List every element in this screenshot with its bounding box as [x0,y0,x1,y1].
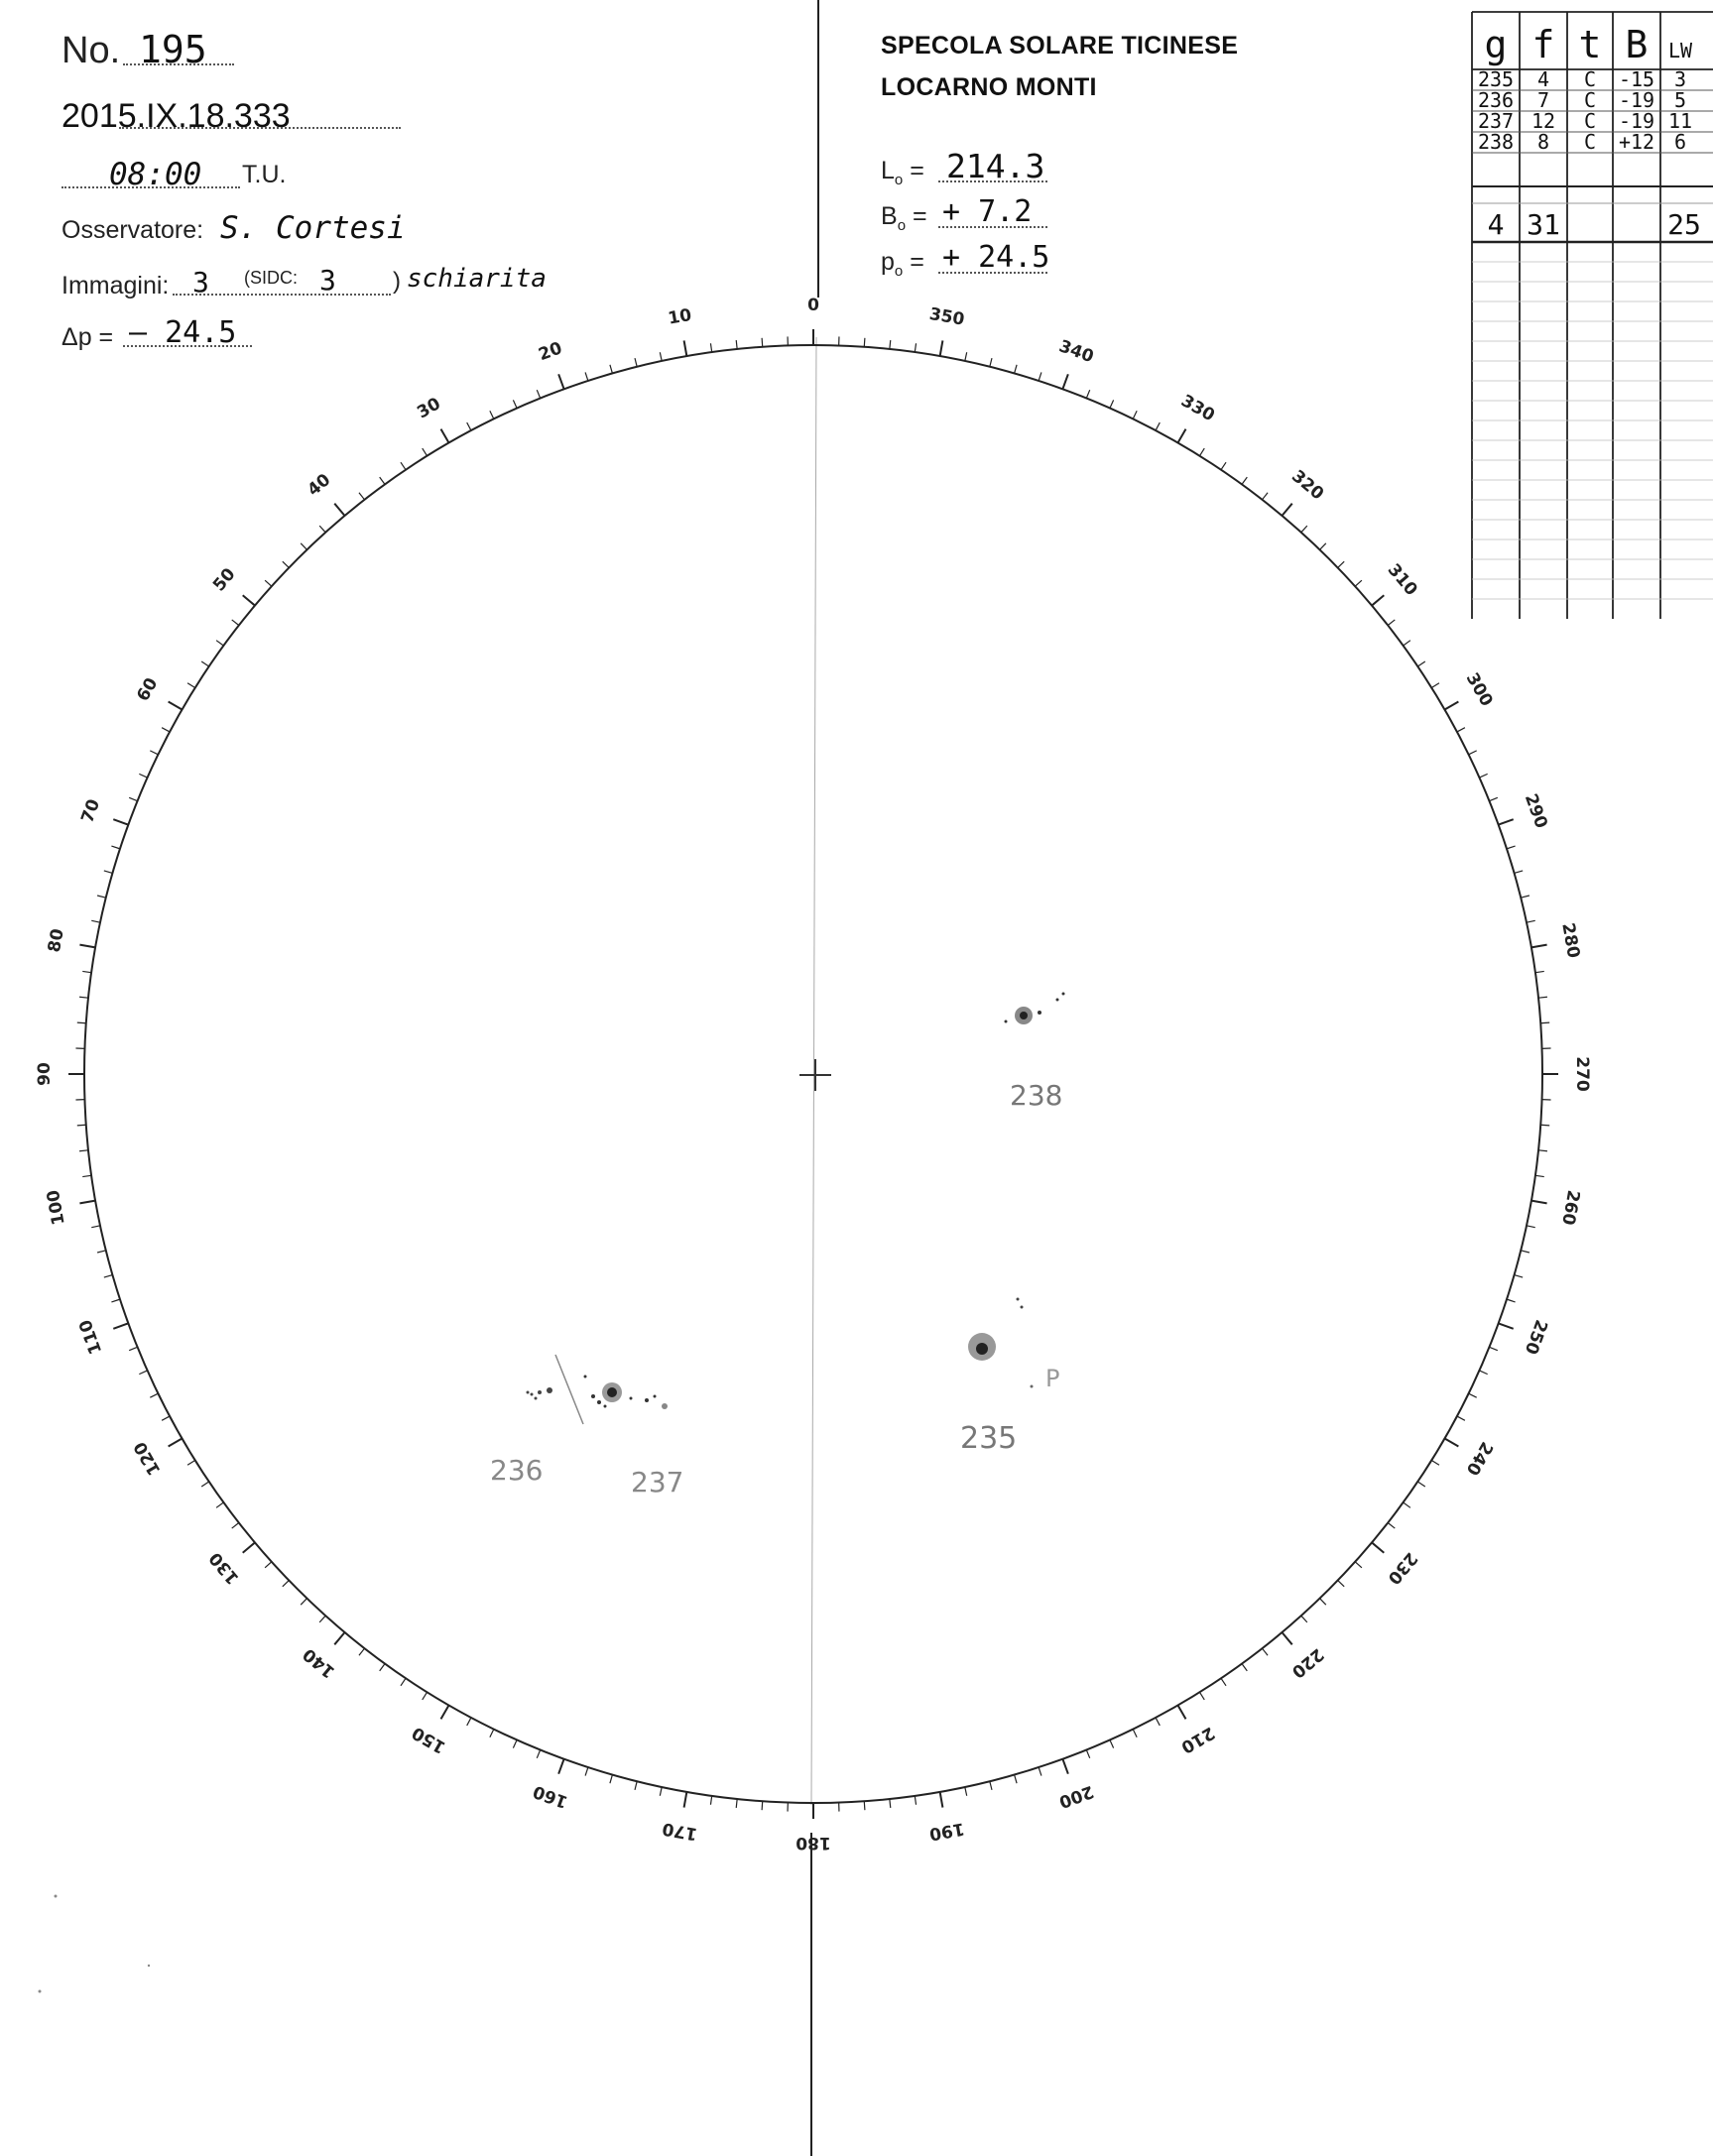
limb-scale-label-40: 40 [304,470,335,501]
table-cell-f: 8 [1536,130,1550,154]
limb-scale-label-310: 310 [1383,559,1421,600]
limb-tick [1538,997,1547,998]
sunspot-pore [531,1393,534,1396]
limb-scale-label-320: 320 [1287,466,1328,505]
limb-tick [537,390,540,398]
limb-tick [187,683,195,688]
limb-tick [1527,1226,1535,1228]
limb-tick [97,896,106,898]
limb-tick [558,374,563,389]
limb-tick [558,1759,563,1774]
limb-tick [169,1439,183,1447]
limb-tick [710,1796,711,1805]
sunspot-pore [1021,1306,1024,1309]
limb-scale-label-170: 170 [661,1818,699,1845]
limb-tick [82,1175,91,1176]
limb-scale-label-300: 300 [1461,669,1497,710]
limb-tick [965,352,967,361]
limb-tick [1417,1482,1424,1487]
delta-p-value: – 24.5 [129,315,237,350]
limb-scale-label-0: 0 [807,296,819,315]
limb-tick [1263,493,1269,500]
limb-tick [441,429,449,443]
limb-scale-label-220: 220 [1287,1643,1328,1682]
limb-tick [1338,1581,1344,1587]
limb-tick [710,343,711,352]
limb-tick [79,1150,88,1151]
table-header-t: t [1578,23,1602,66]
table-cell-b: -15 [1618,67,1655,91]
l0-label: $L_o$ = [881,157,924,188]
limb-tick [684,340,687,356]
limb-tick [1489,797,1497,800]
b0-value: + 7.2 [942,194,1033,229]
limb-tick [1156,422,1160,430]
limb-tick [513,400,517,408]
limb-tick [1445,1439,1459,1447]
observatory-name: SPECOLA SOLARE TICINESE [881,32,1239,60]
sunspot-pore [1038,1011,1041,1015]
table-header-f: f [1531,23,1555,66]
sunspot-umbra [976,1343,988,1355]
group-label-235: 235 [960,1421,1018,1456]
p0-value: + 24.5 [942,240,1050,275]
limb-tick [283,1581,289,1587]
limb-tick [1469,751,1477,755]
table-cell-lw: 11 [1667,109,1693,133]
sunspot-pore [597,1400,601,1404]
limb-tick [77,1022,86,1023]
limb-tick [1538,1150,1547,1151]
limb-scale-label-180: 180 [795,1833,831,1853]
limb-tick [232,620,239,626]
limb-tick [111,846,120,849]
sunspot-pore [1062,993,1065,996]
group-separator-line [555,1355,583,1424]
table-total-g: 4 [1487,208,1505,241]
limb-tick [201,1482,208,1487]
limb-tick [513,1739,517,1747]
limb-tick [1372,595,1384,605]
table-cell-t: C [1583,109,1597,133]
limb-tick [82,971,91,972]
limb-tick [684,1792,687,1808]
table-total-f: 31 [1527,208,1560,241]
group-label-238: 238 [1010,1079,1063,1112]
limb-tick [1282,504,1291,516]
group-table-values [1478,23,1701,241]
limb-tick [940,1792,943,1808]
limb-tick [79,945,95,948]
limb-tick [1301,526,1307,533]
limb-scale-label-110: 110 [75,1316,107,1358]
limb-tick [423,448,428,456]
table-cell-lw: 3 [1673,67,1687,91]
table-cell-g: 236 [1477,88,1515,112]
sunspot-pore [1056,999,1059,1002]
limb-tick [1086,1749,1089,1757]
limb-tick [1404,1502,1410,1507]
observer-label: Osservatore: [61,216,204,244]
limb-tick [635,358,637,367]
table-cell-f: 7 [1536,88,1550,112]
limb-tick [162,728,170,732]
sidc-value: 3 [319,264,336,297]
delta-p-label: Δp = [61,323,114,351]
table-cell-b: +12 [1618,130,1655,154]
margin-mark [39,1990,42,1993]
limb-tick [1039,1767,1041,1776]
limb-tick [1431,1460,1439,1465]
sunspot-pore [645,1398,649,1402]
drawing-number-value: 195 [139,28,207,71]
limb-tick [77,1125,86,1126]
limb-tick [1540,1125,1549,1126]
limb-tick [150,1393,158,1397]
observation-time: 08:00 [109,157,202,192]
limb-tick [1469,1393,1477,1397]
limb-scale-label-20: 20 [536,338,565,366]
limb-scale-label-260: 260 [1557,1188,1584,1227]
limb-tick [319,1616,325,1622]
sunspot-umbra [607,1387,617,1397]
limb-tick [762,338,763,347]
limb-tick [1301,1616,1307,1622]
limb-tick [97,1251,106,1253]
limb-tick [1507,846,1516,849]
sunspot-pore [662,1403,668,1409]
limb-scale-label-10: 10 [667,304,693,329]
table-cell-t: C [1583,67,1597,91]
limb-tick [1199,448,1204,456]
limb-scale-label-330: 330 [1177,391,1218,426]
margin-mark [55,1895,58,1898]
limb-scale-label-140: 140 [299,1643,339,1682]
limb-scale-label-80: 80 [44,927,68,954]
sunspot-pore [1031,1385,1034,1388]
limb-tick [915,1796,916,1805]
limb-scale-label-130: 130 [205,1548,244,1589]
limb-tick [1507,1299,1516,1302]
sidc-label: (SIDC: [244,268,298,288]
limb-scale-label-240: 240 [1461,1438,1497,1479]
limb-tick [585,1767,588,1776]
limb-tick [1457,728,1465,732]
limb-tick [1457,1416,1465,1420]
limb-tick [201,661,208,666]
limb-tick [113,819,128,824]
limb-tick [1479,774,1487,778]
limb-tick [265,580,272,586]
limb-tick [736,340,737,349]
limb-tick [232,1523,239,1529]
limb-scale-label-280: 280 [1557,921,1584,960]
table-cell-lw: 5 [1673,88,1687,112]
limb-tick [301,543,306,549]
limb-tick [243,595,255,605]
limb-scale-label-90: 90 [35,1062,55,1086]
limb-tick [635,1781,637,1790]
limb-tick [380,477,385,484]
limb-tick [301,1599,306,1605]
table-cell-f: 4 [1536,67,1550,91]
sunspot-group-235 [960,1298,1059,1457]
images-label: Immagini: [61,272,170,299]
limb-tick [1242,1664,1247,1671]
limb-tick [1531,945,1547,948]
limb-tick [1540,1022,1549,1023]
limb-tick [1015,365,1017,374]
limb-tick [1221,462,1226,469]
limb-tick [610,365,612,374]
limb-tick [490,411,494,419]
limb-tick [890,340,891,349]
limb-tick [265,1562,272,1568]
sunspot-pore [1017,1298,1020,1301]
limb-tick [1404,641,1410,646]
limb-tick [243,1542,255,1552]
limb-scale-label-160: 160 [530,1780,571,1812]
limb-tick [1499,1323,1514,1328]
limb-tick [441,1706,449,1720]
group-label-236: 236 [490,1454,544,1487]
limb-scale-label-190: 190 [927,1818,966,1845]
limb-tick [1479,1371,1487,1375]
table-cell-b: -19 [1618,88,1655,112]
limb-scale-label-100: 100 [43,1188,69,1227]
margin-mark [148,1965,150,1967]
limb-tick [537,1749,540,1757]
limb-scale-label-270: 270 [1572,1056,1592,1092]
limb-tick [1499,819,1514,824]
limb-tick [187,1460,195,1465]
limb-tick [79,997,88,998]
p0-label: $p_o$ = [881,248,924,280]
table-cell-b: -19 [1618,109,1655,133]
table-header-b: B [1625,23,1649,66]
sunspot-group-237 [584,1376,684,1499]
sunspot-pore [654,1395,657,1398]
limb-tick [890,1799,891,1808]
limb-tick [585,372,588,381]
table-cell-f: 12 [1530,109,1556,133]
limb-tick [423,1692,428,1700]
limb-tick [990,358,992,367]
limb-tick [129,797,137,800]
limb-tick [1388,1523,1395,1529]
limb-tick [1062,374,1067,389]
limb-scale-label-200: 200 [1055,1780,1097,1812]
limb-tick [401,1678,406,1685]
limb-tick [216,1502,223,1507]
limb-tick [111,1299,120,1302]
limb-tick [359,1648,365,1655]
limb-tick [113,1323,128,1328]
sunspot-pore [591,1394,595,1398]
limb-scale-label-70: 70 [77,796,105,826]
limb-tick [1489,1347,1497,1350]
sunspot-pore [547,1387,552,1393]
limb-tick [1178,1706,1186,1720]
limb-tick [1110,400,1114,408]
limb-tick [1282,1632,1291,1644]
limb-tick [1156,1718,1160,1726]
sky-condition: schiarita [407,264,547,294]
limb-tick [1338,561,1344,567]
sunspot-group-236 [490,1387,552,1487]
limb-tick [401,462,406,469]
limb-tick [864,338,865,347]
limb-tick [1178,429,1186,443]
limb-tick [1320,1599,1326,1605]
sunspot-pore [535,1397,538,1400]
limb-tick [334,1632,344,1644]
table-cell-g: 238 [1477,130,1515,154]
limb-tick [1527,920,1535,922]
limb-tick [319,526,325,533]
sunspot-umbra [1020,1012,1028,1019]
limb-tick [283,561,289,567]
images-value: 3 [192,266,209,299]
limb-tick [334,504,344,516]
limb-scale-label-120: 120 [130,1438,166,1479]
limb-tick [1431,683,1439,688]
limb-tick [1242,477,1247,484]
limb-tick [660,1787,662,1796]
limb-tick [1388,620,1395,626]
limb-tick [1355,580,1362,586]
limb-tick [915,343,916,352]
limb-tick [1445,702,1459,710]
sidc-close: ) [393,268,401,295]
limb-tick [490,1730,494,1737]
limb-tick [1086,390,1089,398]
limb-tick [139,774,147,778]
limb-tick [380,1664,385,1671]
limb-tick [1417,661,1424,666]
limb-tick [990,1781,992,1790]
limb-tick [169,702,183,710]
sunspot-pore [630,1397,633,1400]
limb-tick [79,1201,95,1204]
limb-tick [1133,411,1137,419]
table-cell-t: C [1583,130,1597,154]
sunspot-pore [1005,1020,1008,1023]
sunspot-pore [604,1405,607,1408]
table-cell-t: C [1583,88,1597,112]
limb-tick [1015,1775,1017,1784]
limb-tick [467,1718,471,1726]
sunspot-pore [584,1376,587,1378]
limb-scale-label-30: 30 [414,394,444,423]
limb-tick [1521,896,1529,898]
limb-scale-label-210: 210 [1177,1722,1218,1757]
limb-tick [864,1801,865,1810]
limb-tick [139,1371,147,1375]
limb-tick [129,1347,137,1350]
table-total-lw: 25 [1667,208,1701,241]
l0-value: 214.3 [946,147,1045,185]
limb-scale-label-150: 150 [409,1722,449,1757]
time-unit: T.U. [242,161,287,188]
limb-scale-label-290: 290 [1520,790,1551,832]
table-cell-g: 235 [1477,67,1515,91]
observer-name: S. Cortesi [220,210,406,246]
limb-tick [216,641,223,646]
limb-tick [150,751,158,755]
group-label-237: 237 [631,1466,684,1498]
observation-date: 2015.IX.18.333 [61,97,291,135]
limb-tick [1221,1678,1226,1685]
limb-tick [1355,1562,1362,1568]
limb-tick [91,1226,100,1228]
limb-tick [1372,1542,1384,1552]
table-cell-g: 237 [1477,109,1515,133]
limb-tick [762,1801,763,1810]
limb-tick [940,340,943,356]
limb-tick [1263,1648,1269,1655]
limb-tick [1515,871,1524,873]
sunspot-pore [538,1390,542,1394]
limb-scale-label-340: 340 [1055,336,1097,368]
limb-tick [965,1787,967,1796]
limb-tick [1531,1201,1547,1204]
limb-tick [1039,372,1041,381]
limb-tick [1521,1251,1529,1253]
limb-tick [162,1416,170,1420]
limb-tick [104,871,113,873]
limb-scale-label-50: 50 [209,564,240,596]
number-label: No. [61,30,121,71]
limb-tick [1110,1739,1114,1747]
limb-tick [610,1775,612,1784]
limb-tick [467,422,471,430]
group-marker-p: P [1045,1365,1060,1392]
limb-scale-label-250: 250 [1520,1316,1551,1358]
limb-tick [1515,1275,1524,1277]
limb-tick [1199,1692,1204,1700]
limb-tick [1320,543,1326,549]
limb-tick [104,1275,113,1277]
limb-scale-label-60: 60 [133,674,163,705]
limb-tick [91,920,100,922]
limb-scale-label-230: 230 [1383,1548,1421,1589]
limb-tick [1133,1730,1137,1737]
limb-tick [1062,1759,1067,1774]
b0-label: $B_o$ = [881,202,927,234]
limb-tick [736,1799,737,1808]
table-header-lw: LW [1668,39,1693,62]
sunspot-pore [527,1391,530,1394]
observatory-location: LOCARNO MONTI [881,73,1097,101]
sunspot-group-238 [1005,993,1065,1113]
limb-tick [660,352,662,361]
limb-tick [1535,971,1544,972]
limb-tick [1535,1175,1544,1176]
limb-scale-label-350: 350 [927,303,966,330]
table-cell-lw: 6 [1673,130,1687,154]
limb-tick [359,493,365,500]
table-header-g: g [1484,23,1508,66]
